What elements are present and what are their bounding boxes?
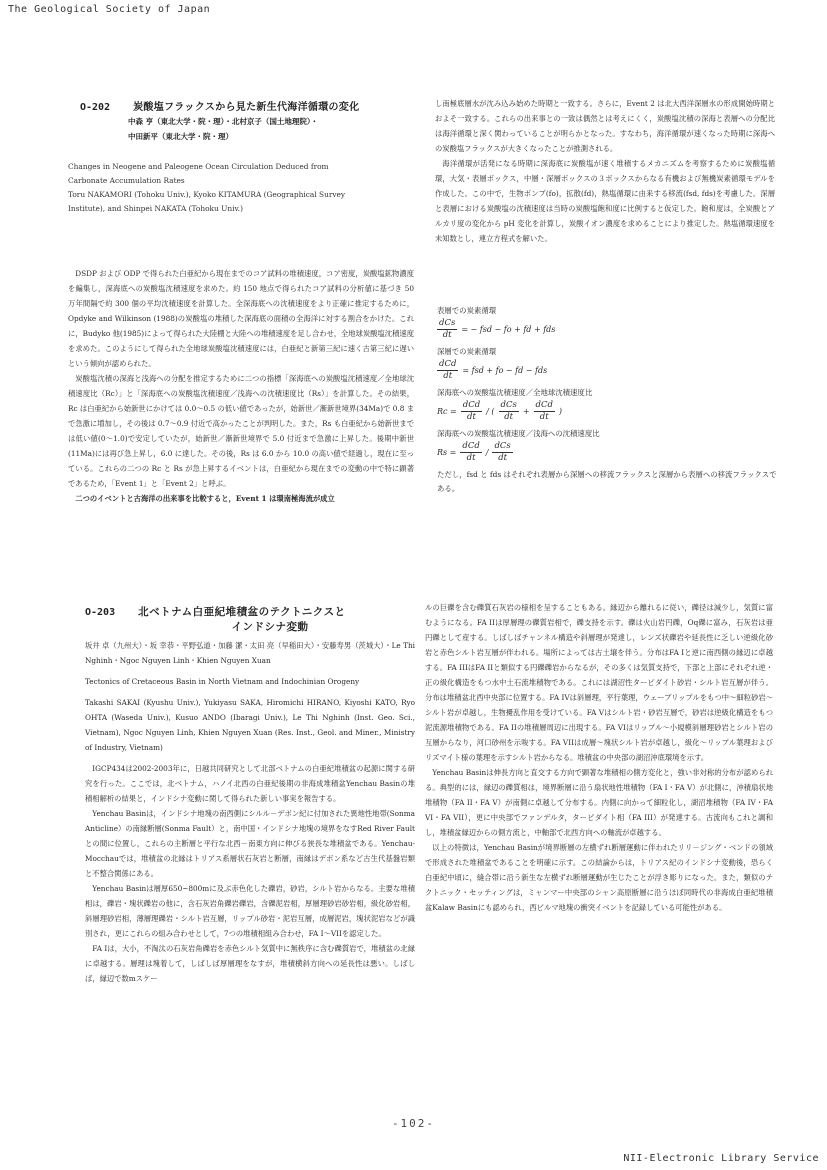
- abstract-2-body-left: [85, 638, 415, 1078]
- abstract-2-body-right: [425, 600, 773, 1078]
- page-number: -102-: [391, 1117, 436, 1130]
- eq-deep-numerator: dCd: [439, 359, 457, 369]
- abstract-2-header: [85, 600, 415, 634]
- abstract-1-en-authors-line-2: Institute), and Shinpei NAKATA (Tohoku Univ.): [68, 204, 244, 213]
- abstract-1-right-paragraph-1: し南極底層水が沈み込み始めた時期と一致する。さらに，Event 2 は北大西洋深層水の形成開始時期とおよそ一致する。これらの出来事との一致は偶然とは考えにくく，炭酸塩沈積の深海と表層への分配比は海洋循環と深く関わっていることが明らかとなった。すなわち，海洋循環が速くなった時期に深海への炭酸塩フラックスが大きくなったことが推測される。: [435, 99, 775, 153]
- library-service-footer: NII-Electronic Library Service: [623, 1153, 819, 1164]
- abstract-2-right-paragraph-2: Yenchau Basinは伸長方向と直交する方向で顕著な堆積相の側方変化と，強い非対称的分布が認められる。典型的には，縁辺の礫質相は，境界断層に沿う扇状地性堆積物（FA I・FA V）が北側に，沖積扇状地堆積物（FA II・FA V）が南側に卓越して分布する。内側に向かって細粒化し，湖沼堆積物（FA IV・FA VI・FA VII），更に中央部でファンデルタ，ターピダイト相（FA III）が発達する。古流向もこれと調和し，堆積盆縁辺からの側方流と，中軸部で北西方向への軸流が卓越する。: [425, 768, 773, 837]
- abstract-2-en-title: Tectonics of Cretaceous Basin in North Vietnam and Indochinian Orogeny: [85, 677, 360, 686]
- abstract-1-paragraph-1: DSDP および ODP で得られた白亜紀から現在までのコア試料の堆積速度，コア密度，炭酸塩鉱物濃度を編集し，深海底への炭酸塩沈積速度を求めた。約 150 地点で得られたコア試料の分析値に基づき 50 万年間隔で約 300 個の平均沈積速度を計算した。全深海底への沈積速度をより正確に推定するために，Opdyke and Wilkinson (1988)の炭酸塩の堆積した深海底の面積の全海洋に対する割合をかけた。これに，Budyko 他(1985)によって得られた大陸棚と大陸への堆積速度を足し合わせ，全地球炭酸塩沈積速度を求めた。このようにして得られた全地球炭酸塩沈積速度には，白亜紀と新第三紀に速く古第三紀に遅いという傾向が認められた。: [68, 269, 414, 368]
- abstract-1-en-title-line-1: Changes in Neogene and Paleogene Ocean Circulation Deduced from: [68, 162, 329, 171]
- abstract-1-paragraph-2: 炭酸塩沈積の深海と浅海への分配を推定するために二つの指標「深海底への炭酸塩沈積速度／全地球沈積速度比（Rc）」と「深海底への炭酸塩沈積速度／浅海への沈積速度比（Rs）」を計算した。その結果，Rc は白亜紀から始新世にかけては 0.0〜0.5 の低い値であったが，始新世／漸新世境界(34Ma)で 0.8 まで急激に増加し，その後は 0.7〜0.9 付近で高かったことが判明した。また，Rs も白亜紀から始新世までは低い値(0〜1.0)で安定していたが，始新世／漸新世境界で 5.0 付近まで急激に上昇した。後期中新世(11Ma)には再び急上昇し，6.0 に達した。その後，Rs は 6.0 から 10.0 の高い値で経過し，現在に至っている。これらの二つの Rc と Rs が急上昇するイベントは，白亜紀から現在までの変動の中で特に顕著であるため，「Event 1」と「Event 2」と呼ぶ。: [68, 374, 414, 488]
- abstract-2-right-paragraph-1: ルの巨礫を含む礫質石灰岩の様相を呈することもある。縁辺から離れるに従い，礫径は減少し，気質に富むようになる。FA IIは厚層理の礫質岩相で，礫支持を示す。礫は火山岩円礫，Oq礫に富み，石灰岩は亜円礫として産する。しばしばチャンネル構造や斜層理が発達し，レンズ状礫岩や延長性に乏しい逆級化砂岩と赤色シルト岩互層が伴われる。場所によっては古土壌を伴う。分布はFA Iと逆に南西側の縁辺に卓越する。FA IIIはFA IIと類似する円礫礫岩からなるが，その多くは気質支持で，下部と上部にそれぞれ逆・正の級化構造をもつ水中土石流堆積物である。これには湖沼性ターピダイト砂岩・シルト岩互層が伴う。分布は堆積盆北西中央部に位置する。FA IVは斜層理，平行葉理，ウェーブリップルをもつ中～細粒砂岩～シルト岩が卓越し，生物擾乱作用を受けている。FA Vはシルト岩・砂岩互層で，砂岩は逆級化構造をもつ泥流源堆積物である。FA IIの堆積層周辺に出現する。FA VIはリップル～小規模斜層理砂岩とシルト岩の互層からなり，河口砂州を示唆する。FA VIIは成層～塊状シルト岩が卓越し，級化～リップル葉理およびリズマイト様の葉理を示すシルト岩からなる。堆積盆の中央部の湖沼沖底環境を示す。: [425, 603, 773, 762]
- abstract-2-paragraph-1: IGCP434は2002-2003年に，日越共同研究として北部ベトナムの白亜紀堆積盆の起源に関する研究を行った。ここでは，北ベトナム，ハノイ北西の白亜紀後期の非海成堆積盆Yenchau Basinの堆積相解析の結果と，インドシナ変動に関して得られた新しい事実を報告する。: [85, 764, 415, 803]
- abstract-1-body-left: [68, 266, 414, 556]
- abstract-2-paragraph-2: Yenchau Basinは，インドシナ地塊の南西側にシルル－デボン紀に付加された異地性地帯(Sonma Anticline）の南縁断層(Sonma Fault）と，南中国・インドシナ地塊の境界をなすRed River Faultとの間に位置し，これらの主断層と平行な北西－南東方向に伸びる狭長な堆積盆である。Yenchau-Mocchauでは，堆積盆の北縁はトリアス系層状石灰岩と断層，南縁はデボン系など古生代基盤岩類と不整合関係にある。: [85, 809, 415, 878]
- abstract-2-paragraph-3: Yenchau Basinは層厚650~800mに及ぶ赤色化した礫岩，砂岩，シルト岩からなる。主要な堆積相は，礫岩・塊状礫岩の他に，含石灰岩角礫岩礫岩，含礫泥岩相，厚層理砂岩砂岩相，級化砂岩相，斜層理砂岩相，薄層理礫岩・シルト岩互層，リップル砂岩・泥岩互層，成層泥岩，塊状泥岩などが識別され，更にこれらの組み合わせとして，7つの堆積相組み合わせ，FA I〜VIIを認定した。: [85, 884, 415, 938]
- abstract-1-en-title-line-2: Carbonate Accumulation Rates: [68, 176, 185, 185]
- abstract-1-english-block: [68, 160, 408, 216]
- eq-surface-rest: = − fsd − fo + fd + fds: [461, 325, 556, 334]
- abstract-1-right-paragraph-2: 海洋循環が活発になる時期に深海底に炭酸塩が速く堆積するメカニズムを考察するために炭酸塩循環，大気・表層ボックス，中層・深層ボックスの３ボックスからなる有機および無機炭素循環モデルを作成した。この中で，生物ポンプ(fo)，拡散(fd)，熱塩循環に由来する移流(fsd, fds)を考慮した。深層と表層における炭酸塩の沈積速度は当時の炭酸塩飽和度に比例すると仮定した。飽和度は，全炭酸とアルカリ度の変化から pH 変化を計算し，炭酸イオン濃度を求めることにより推定した。熱塩循環速度を未知数とし，連立方程式を解いた。: [435, 159, 775, 243]
- equation-rs: Rs = $\frac{\text{dCd}}{dt}$ / $\frac{\text{dCs}}{dt}$: [437, 441, 511, 463]
- abstract-1-en-authors-line-1: Toru NAKAMORI (Tohoku Univ.), Kyoko KITAMURA (Geographical Survey: [68, 190, 346, 199]
- eq-rs-lhs: Rs =: [437, 448, 457, 457]
- abstract-2-title: 北ベトナム白亜紀堆積盆のテクトニクスと: [138, 606, 346, 618]
- equation-surface: [437, 318, 777, 341]
- eq-rc-lhs: Rc =: [437, 407, 457, 416]
- abstract-1-header: [80, 95, 420, 144]
- eq-note: ただし，fsd と fds はそれぞれ表層から深層への移流フラックスと深層から表層への移流フラックスである。: [437, 470, 777, 493]
- abstract-2-authors-jp: 坂井 卓（九州大）・坂 幸恭・平野弘道・加藤 潔・太田 亮（早稲田大）・安藤寿男（茨城大）・Le Thi Nghinh・Ngoc Nguyen Linh・Khien Nguyen Xuan: [85, 641, 415, 665]
- abstract-1-equations: [437, 300, 777, 535]
- eq-deep-rest: = fsd + fo − fd − fds: [462, 366, 548, 375]
- eq-deep-denominator: dt: [443, 371, 453, 381]
- abstract-2-title-line-2: インドシナ変動: [231, 621, 309, 633]
- eq-label-surface: 表層での炭素循環: [437, 306, 497, 315]
- abstract-2-paragraph-4: FA Iは，大小，不淘汰の石灰岩角礫岩を赤色シルト気質中に無秩序に含む礫質岩で，堆積盆の北縁に卓越する。層理は塊着して，しばしば厚層理をなすが，堆積横斜方向への延長性は悪い。しばしば，縁辺で数mスケー: [85, 944, 415, 983]
- abstract-1-authors-line-2: 中田新平（東北大学・院・理）: [128, 132, 233, 141]
- eq-label-deep: 深層での炭素循環: [437, 347, 497, 356]
- eq-surface-numerator: dCs: [439, 318, 456, 328]
- equation-deep: [437, 359, 777, 382]
- abstract-2-right-paragraph-3: 以上の特徴は，Yenchau Basinが境界断層の左横ずれ断層運動に伴われたリリ－ジング・ベンドの領域で形成された堆積盆であることを明確に示す。この結論からは，トリアス紀のインドシナ変動後，恐らく白亜紀中頃に，縫合帯に沿う新生な左横ずれ断層運動が生じたことが浮き彫りになった。また，類似のテクトニック・セッティングは，ミャンマー中央部のシャン高原断層に沿うほぼ同時代の非海成白亜紀堆積盆Kalaw Basinにも認められ，西ビルマ地塊の衝突イベントを記録している可能性がある。: [425, 843, 773, 912]
- eq-label-rs: 深海底への炭酸塩沈積速度／浅海への沈積速度比: [437, 429, 600, 438]
- abstract-1-number: O-202: [80, 102, 111, 113]
- abstract-2-en-authors: Takashi SAKAI (Kyushu Univ.), Yukiyasu SAKA, Hiromichi HIRANO, Kiyoshi KATO, Ryo OHTA (Waseda Univ.), Kusuo ANDO (Ibaragi Univ.), Le Thi Nghinh (Inst. Geo. Sci., Vietnam), Ngoc Nguyen Linh, Khien Nguyen Xuan (Res. Inst., Geol. and Miner., Ministry of Industry, Vietnam): [85, 698, 415, 752]
- abstract-1-body-right: [435, 96, 775, 296]
- equation-rc: Rc = $\frac{\text{dCd}}{dt}$ / ( $\frac{\text{dCs}}{dt}$ + $\frac{\text{dCd}}{dt}$ ): [437, 400, 563, 422]
- abstract-1-paragraph-3: 二つのイベントと古海洋の出来事を比較すると，Event 1 は環南極海流が成立: [75, 494, 335, 503]
- abstract-1-title: 炭酸塩フラックスから見た新生代海洋循環の変化: [133, 102, 360, 113]
- abstract-2-number: O-203: [85, 607, 116, 618]
- abstract-1-authors-line-1: 中森 亨（東北大学・院・理）・北村京子（国土地理院）・: [128, 117, 319, 126]
- eq-label-rc: 深海底への炭酸塩沈積速度／全地球沈積速度比: [437, 388, 593, 397]
- eq-surface-denominator: dt: [442, 330, 452, 340]
- society-header: The Geological Society of Japan: [8, 4, 211, 15]
